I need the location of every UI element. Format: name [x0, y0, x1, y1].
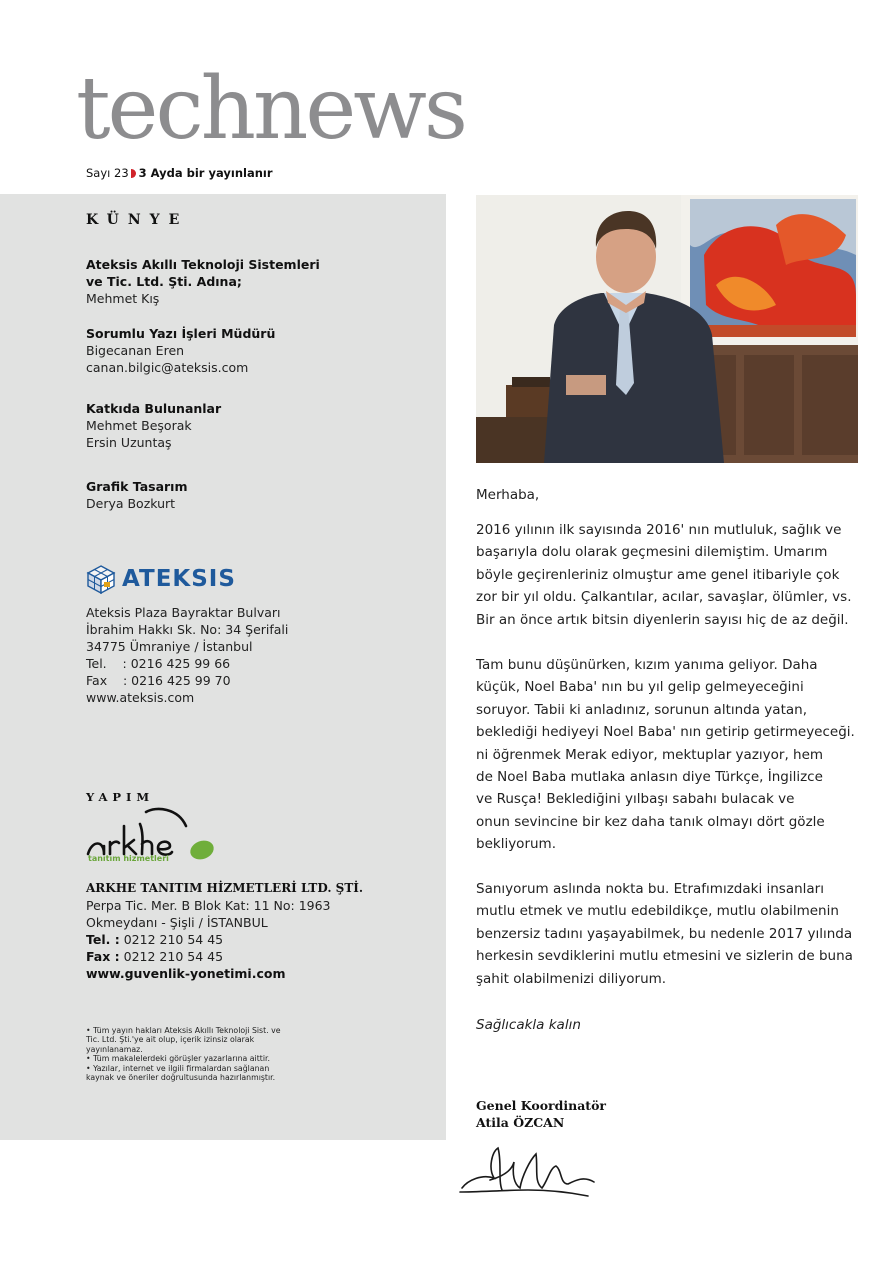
- website-link[interactable]: www.ateksis.com: [86, 690, 195, 705]
- paragraph-line: beklediği hediyeyi Noel Baba' nın getirip getirmeyeceği.: [476, 724, 855, 741]
- issue-number: Sayı 23: [86, 166, 129, 180]
- address-line: Okmeydanı - Şişli / İSTANBUL: [86, 915, 268, 930]
- contributor-name: Mehmet Beşorak: [86, 418, 192, 433]
- paragraph-line: Sanıyorum aslında nokta bu. Etrafımızdaki insanları: [476, 881, 824, 897]
- contributors-block: [86, 400, 221, 451]
- paragraph-line: böyle geçirenleriniz olmuştur ame genel itibariyle çok: [476, 566, 840, 583]
- ateksis-logo: [86, 564, 236, 594]
- publisher-label-line1: Ateksis Akıllı Teknoloji Sistemleri: [86, 257, 320, 272]
- design-block: [86, 478, 188, 512]
- paragraph-line: de Noel Baba mutlaka anlasın diye Türkçe, İngilizce: [476, 769, 823, 786]
- legal-notes: [86, 1026, 286, 1082]
- paragraph-line: onun sevincine bir kez daha tanık olmayı dört gözle: [476, 813, 825, 830]
- production-heading: YAPIM: [86, 790, 155, 804]
- signer-block: [476, 1097, 856, 1131]
- letter-paragraph-3: [476, 878, 856, 990]
- phone-value: 0212 210 54 45: [119, 932, 224, 947]
- colophon-heading: KÜNYE: [86, 212, 189, 228]
- paragraph-line: şahit olabilmenizi diliyorum.: [476, 970, 667, 987]
- phone-label: Tel. :: [86, 932, 120, 947]
- paragraph-line: küçük, Noel Baba' nın bu yıl gelip gelmeyeceğini: [476, 679, 804, 696]
- legal-note: • Yazılar, internet ve ilgili firmalardan sağlanan kaynak ve öneriler doğrultusunda hazırlanmıştır.: [86, 1063, 276, 1083]
- paragraph-line: zor bir yıl oldu. Çalkantılar, acılar, savaşlar, ölümler, vs.: [476, 589, 852, 606]
- letter-paragraph-1: [476, 519, 856, 631]
- letter-paragraph-2: [476, 654, 856, 856]
- paragraph-line: mutlu etmek ve mutlu edebildikçe, mutlu olabilmenin: [476, 903, 839, 920]
- fax-number: Fax : 0216 425 99 70: [86, 673, 231, 688]
- arkhe-logo-subtitle: tanıtım hizmetleri: [88, 854, 169, 863]
- fax-label: Fax :: [86, 949, 120, 964]
- handwritten-signature: [458, 1140, 598, 1202]
- production-company-name: ARKHE TANITIM HİZMETLERİ LTD. ŞTİ.: [86, 881, 364, 895]
- paragraph-line: başarıyla dolu olarak geçmesini dilemiştim. Umarım: [476, 544, 828, 561]
- paragraph-line: ni öğrenmek Merak ediyor, mektuplar yazıyor, hem: [476, 746, 824, 763]
- designer-name: Derya Bozkurt: [86, 496, 176, 511]
- contributor-name: Ersin Uzuntaş: [86, 435, 172, 450]
- coordinator-photo: [476, 195, 858, 463]
- editor-name: Bigecanan Eren: [86, 343, 185, 358]
- paragraph-line: bekliyorum.: [476, 836, 556, 853]
- publisher-label-line2: ve Tic. Ltd. Şti. Adına;: [86, 274, 242, 289]
- paragraph-line: ve Rusça! Beklediğini yılbaşı sabahı bulacak ve: [476, 791, 795, 808]
- closing-text: Sağlıcakla kalın: [476, 1017, 581, 1033]
- issue-line: [86, 166, 273, 180]
- paragraph-line: 2016 yılının ilk sayısında 2016' nın mutluluk, sağlık ve: [476, 522, 842, 538]
- design-label: Grafik Tasarım: [86, 479, 188, 494]
- paragraph-line: Bir an önce artık bitsin diyenlerin sayısı hiç de az değil.: [476, 611, 849, 628]
- ateksis-address-block: [86, 604, 288, 706]
- arkhe-address-block: [86, 880, 363, 982]
- publication-frequency: 3 Ayda bir yayınlanır: [138, 166, 273, 180]
- phone-number: [86, 931, 363, 948]
- signer-title: Genel Koordinatör: [476, 1098, 606, 1113]
- red-marker-icon: [131, 169, 136, 178]
- fax-number: [86, 948, 363, 965]
- letter-closing: [476, 1014, 856, 1036]
- paragraph-line: soruyor. Tabii ki anladınız, sorunun altında yatan,: [476, 701, 807, 718]
- publisher-block: [86, 256, 320, 307]
- address-line: İbrahim Hakkı Sk. No: 34 Şerifali: [86, 622, 289, 637]
- magazine-title: technews: [76, 59, 466, 159]
- fax-value: 0212 210 54 45: [119, 949, 224, 964]
- arkhe-logo: [86, 806, 221, 872]
- phone-number: Tel. : 0216 425 99 66: [86, 656, 231, 671]
- editor-email[interactable]: canan.bilgic@ateksis.com: [86, 360, 249, 375]
- editor-label: Sorumlu Yazı İşleri Müdürü: [86, 326, 276, 341]
- cube-logo-icon: [86, 564, 116, 594]
- editor-block: [86, 325, 275, 376]
- letter-greeting: [476, 484, 856, 506]
- website-link[interactable]: www.guvenlik-yonetimi.com: [86, 966, 286, 981]
- legal-note: • Tüm makalelerdeki görüşler yazarlarına aittir.: [86, 1054, 270, 1064]
- publisher-name: Mehmet Kış: [86, 291, 160, 306]
- ateksis-wordmark: ATEKSIS: [122, 566, 236, 592]
- address-line: 34775 Ümraniye / İstanbul: [86, 639, 253, 654]
- paragraph-line: benzersiz tadını yaşayabilmek, bu nedenle 2017 yılında: [476, 925, 853, 942]
- signer-name: Atila ÖZCAN: [476, 1115, 565, 1130]
- paragraph-line: herkesin sevdiklerini mutlu etmesini ve sizlerin de buna: [476, 948, 853, 965]
- colophon-sidebar: [0, 194, 446, 1140]
- address-line: Ateksis Plaza Bayraktar Bulvarı: [86, 605, 281, 620]
- address-line: Perpa Tic. Mer. B Blok Kat: 11 No: 1963: [86, 898, 331, 913]
- legal-note: • Tüm yayın hakları Ateksis Akıllı Teknoloji Sist. ve Tic. Ltd. Şti.'ye ait olup, içerik izinsiz olarak yayınlanamaz.: [86, 1026, 281, 1054]
- contributors-label: Katkıda Bulunanlar: [86, 401, 222, 416]
- paragraph-line: Tam bunu düşünürken, kızım yanıma geliyor. Daha: [476, 657, 818, 673]
- portrait-image: [476, 195, 858, 463]
- greeting-text: Merhaba,: [476, 487, 540, 503]
